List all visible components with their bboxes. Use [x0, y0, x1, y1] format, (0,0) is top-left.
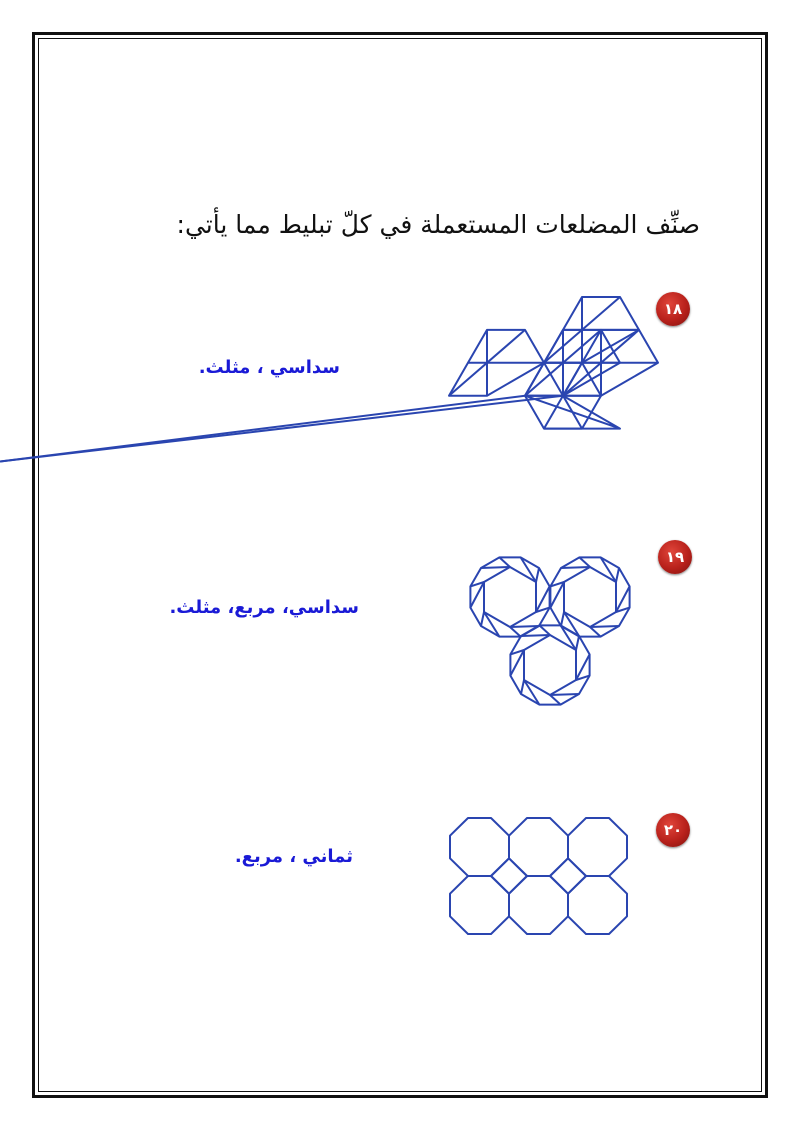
hexagon-tile [484, 567, 536, 627]
square-edge [561, 612, 564, 626]
square-edge [550, 694, 579, 695]
tiling-hexagon-square-triangle [450, 535, 670, 725]
square-edge [579, 557, 590, 567]
square-edge [590, 626, 619, 627]
problem-number-badge-18: ١٨ [656, 292, 690, 326]
square-edge [590, 627, 601, 637]
square-edge [536, 568, 539, 582]
square-edge [510, 626, 539, 627]
problem-number-badge-20: ٢٠ [656, 813, 690, 847]
square-edge [561, 567, 590, 568]
tiling-octagon-square [440, 810, 640, 945]
square-edge [616, 568, 619, 582]
instruction-heading: صنِّف المضلعات المستعملة في كلّ تبليط مما يأتي: [176, 210, 700, 239]
answer-18: سداسي ، مثلث. [198, 357, 340, 378]
tiling-hexagon-triangle [455, 285, 655, 470]
answer-20: ثماني ، مربع. [234, 846, 353, 867]
square-edge [481, 567, 510, 568]
answer-19: سداسي، مربع، مثلث. [169, 597, 359, 618]
hexagon-tile [524, 635, 576, 695]
hexagon-tile [564, 567, 616, 627]
square-tile [491, 858, 527, 893]
problem-number-badge-19: ١٩ [658, 540, 692, 574]
square-tile [550, 858, 586, 893]
square-edge [499, 557, 510, 567]
square-edge [550, 695, 561, 705]
square-edge [521, 635, 550, 636]
square-edge [576, 636, 579, 650]
square-edge [481, 612, 484, 626]
square-edge [539, 625, 550, 635]
square-edge [521, 680, 524, 694]
square-edge [510, 627, 521, 637]
hexagon-tile [525, 396, 620, 429]
